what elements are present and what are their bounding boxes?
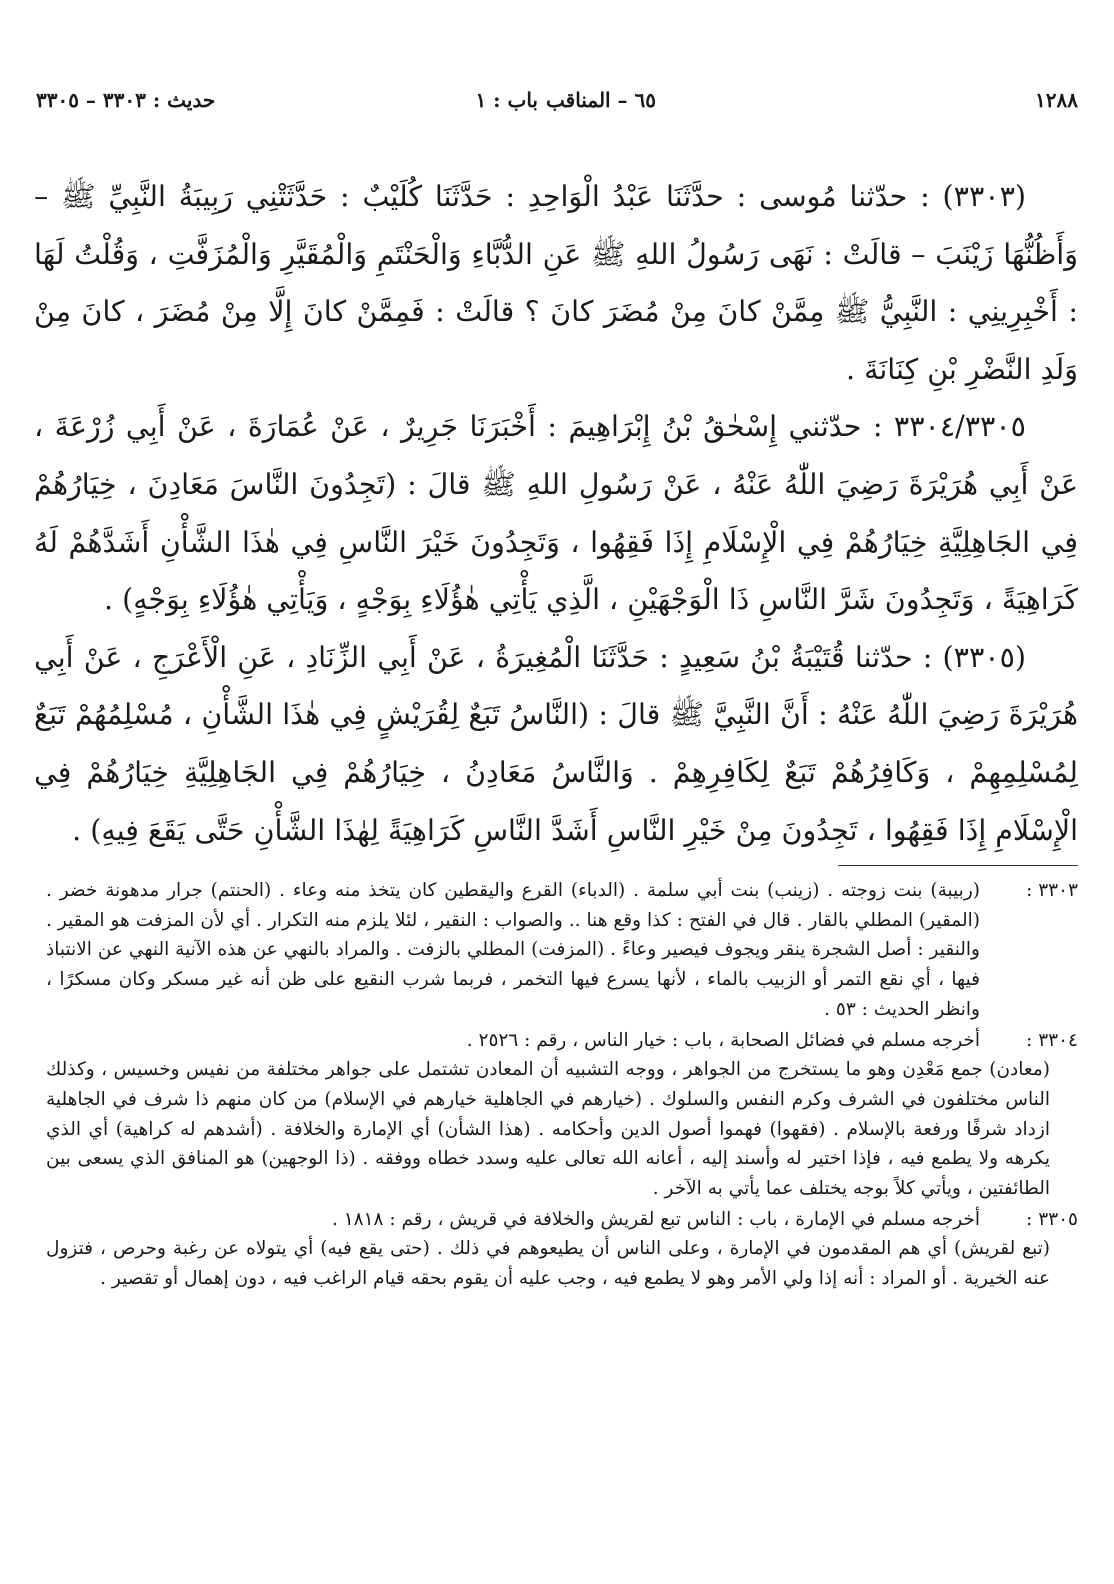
footnote-3303 xyxy=(46,876,1078,1025)
footnote-3305 xyxy=(46,1205,1078,1294)
footnote-number: ٣٣٠٤ : xyxy=(1026,1029,1078,1051)
footnote-divider xyxy=(838,865,1078,866)
hadith-3305: (٣٣٠٥) : حدّثنا قُتَيْبَةُ بْنُ سَعِيدٍ : حَدَّثَنَا الْمُغِيرَةُ ، عَنْ أَبِي الزِّنَادِ ، عَنِ الْأَعْرَجِ ، عَنْ أَبِي هُرَيْرَةَ رَضِيَ اللّٰهُ عَنْهُ : أَنَّ النَّبِيَّ ﷺ قالَ : (النَّاسُ تَبَعٌ لِقُرَيْشٍ فِي هٰذَا الشَّأْنِ ، مُسْلِمُهُمْ تَبَعٌ لِمُسْلِمِهِمْ ، وَكَافِرُهُمْ تَبَعٌ لِكَافِرِهِمْ . وَالنَّاسُ مَعَادِنُ ، خِيَارُهُمْ فِي الجَاهِلِيَّةِ خِيَارُهُمْ فِي الْإِسْلَامِ إِذَا فَقِهُوا ، تَجِدُونَ مِنْ خَيْرِ النَّاسِ أَشَدَّ النَّاسِ كَرَاهِيَةً لِهٰذَا الشَّأْنِ حَتَّى يَقَعَ فِيهِ) . xyxy=(34,640,1078,847)
footnote-text: (تبع لقريش) أي هم المقدمون في الإمارة ، وعلى الناس أن يطيعوهم في ذلك . (حتى يقع فيه) أي يتولاه عن رغبة وحرص ، فتزول عنه الخيرية . أو المراد : أنه إذا ولي الأمر وهو لا يطمع فيه ، وجب عليه أن يقوم بحقه قيام الراغب فيه ، دون إهمال أو تقصير . xyxy=(46,1238,1050,1290)
chapter-label: باب : ١ xyxy=(475,88,538,112)
footnote-number: ٣٣٠٥ : xyxy=(1026,1208,1078,1230)
footnote-3304 xyxy=(46,1026,1078,1204)
running-head xyxy=(36,88,1078,128)
footnote-text: (ربيبة) بنت زوجته . (زينب) بنت أبي سلمة . (الدباء) القرع واليقطين كان يتخذ منه وعاء . (الحنتم) جرار مدهونة خضر . (المقير) المطلي بالقار . قال في الفتح : كذا وقع هنا .. والصواب : النقير ، لئلا يلزم منه التكرار . أي لأن المزفت هو المقير . والنقير : أصل الشجرة ينقر ويجوف فيصير وعاءً . (المزفت) المطلي بالزفت . والمراد بالنهي عن هذه الآنية النهي عن الانتباذ فيها ، أي نقع التمر أو الزبيب بالماء ، لأنها يسرع فيها التخمر ، فربما شرب النقيع على ظن أنه غير مسكر وكان مسكرًا ، وانظر الحديث : ٥٣ . xyxy=(46,880,980,1020)
footnote-source: أخرجه مسلم في فضائل الصحابة ، باب : خيار الناس ، رقم : ٢٥٢٦ . xyxy=(466,1029,980,1051)
page-number: ١٢٨٨ xyxy=(1035,88,1078,112)
hadith-3303: (٣٣٠٣) : حدّثنا مُوسى : حدَّثَنَا عَبْدُ الْوَاحِدِ : حَدَّثَنَا كُلَيْبٌ : حَدَّثَتْنِي رَبِيبَةُ النَّبِيِّ ﷺ – وَأَظُنُّهَا زَيْنَبَ – قالَتْ : نَهَى رَسُولُ اللهِ ﷺ عَنِ الدُّبَّاءِ وَالْحَنْتَمِ وَالْمُقَيَّرِ وَالْمُزَفَّتِ ، وَقُلْتُ لَهَا : أَخْبِرِينِي : النَّبِيُّ ﷺ مِمَّنْ كانَ مِنْ مُضَرَ كانَ ؟ قالَتْ : فَمِمَّنْ كانَ إِلَّا مِنْ مُضَرَ ، كانَ مِنْ وَلَدِ النَّضْرِ بْنِ كِنَانَةَ . xyxy=(34,180,1078,386)
hadith-text xyxy=(34,168,1078,859)
footnote-text: (معادن) جمع مَعْدِن وهو ما يستخرج من الجواهر ، ووجه التشبيه أن المعادن تشتمل على جواهر مختلفة من نفيس وخسيس ، وكذلك الناس مختلفون في الشرف وكرم النفس والسلوك . (خيارهم في الجاهلية خيارهم في الإسلام) من كان منهم ذا شرف في الجاهلية ازداد شرفًا ورفعة بالإسلام . (فقهوا) فهموا أصول الدين وأحكامه . (هذا الشأن) أي الإمارة والخلافة . (أشدهم له كراهية) أي الذي يكرهه ولا يطمع فيه ، فإذا اختير له وأسند إليه ، أعانه الله تعالى عليه وسدد خطاه ووفقه . (ذا الوجهين) هو المنافق الذي يسعى بين الطائفتين ، ويأتي كلاً بوجه يختلف عما يأتي به الآخر . xyxy=(46,1059,1050,1200)
book-title: ٦٥ – المناقب xyxy=(546,88,656,112)
hadith-3304: ٣٣٠٤/٣٣٠٥ : حدّثني إِسْحٰقُ بْنُ إِبْرَاهِيمَ : أَخْبَرَنَا جَرِيرٌ ، عَنْ عُمَارَةَ ، عَنْ أَبِي زُرْعَةَ ، عَنْ أَبِي هُرَيْرَةَ رَضِيَ اللّٰهُ عَنْهُ ، عَنْ رَسُولِ اللهِ ﷺ قالَ : (تَجِدُونَ النَّاسَ مَعَادِنَ ، خِيَارُهُمْ فِي الجَاهِلِيَّةِ خِيَارُهُمْ فِي الْإِسْلَامِ إِذَا فَقِهُوا ، وَتَجِدُونَ خَيْرَ النَّاسِ فِي هٰذَا الشَّأْنِ أَشَدَّهُمْ لَهُ كَرَاهِيَةً ، وَتَجِدُونَ شَرَّ النَّاسِ ذَا الْوَجْهَيْنِ ، الَّذِي يَأْتِي هٰؤُلَاءِ بِوَجْهٍ ، وَيَأْتِي هٰؤُلَاءِ بِوَجْهٍ) . xyxy=(34,410,1078,617)
footnote-number: ٣٣٠٣ : xyxy=(1026,880,1078,901)
footnotes xyxy=(46,876,1078,1295)
footnote-source: أخرجه مسلم في الإمارة ، باب : الناس تبع لقريش والخلافة في قريش ، رقم : ١٨١٨ . xyxy=(331,1208,980,1230)
hadith-range: حديث : ٣٣٠٣ – ٣٣٠٥ xyxy=(36,88,216,112)
